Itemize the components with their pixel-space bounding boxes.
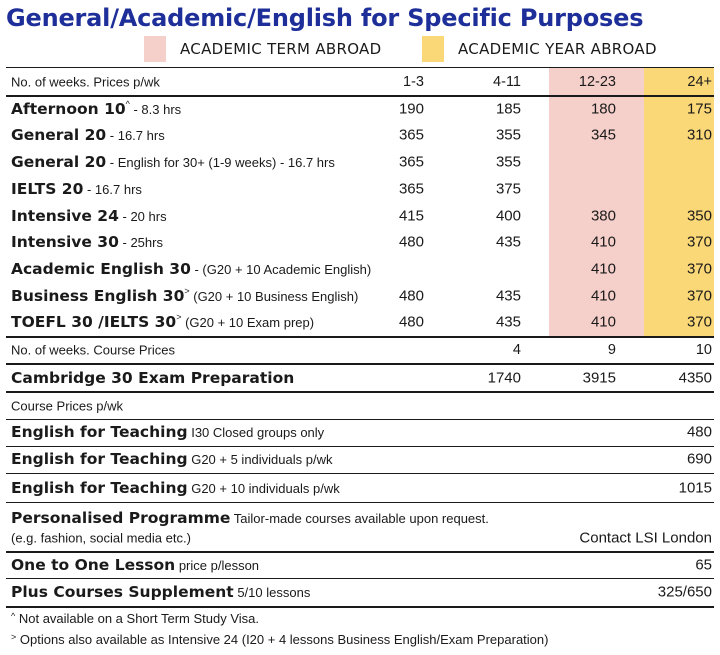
price-cell: 480 (398, 233, 424, 251)
table-row (0, 96, 720, 122)
price-cell: 435 (495, 287, 521, 305)
footnote-mark: ^ (11, 611, 16, 621)
course-name: General 20 (11, 126, 107, 144)
price-cell: 190 (398, 100, 424, 118)
price-cell: 380 (590, 207, 616, 225)
price-cell: 690 (686, 450, 712, 468)
footnote-mark: > (184, 286, 190, 296)
exam-header-label: No. of weeks. Course Prices (11, 342, 176, 358)
course-name: TOEFL 30 /IELTS 30 (11, 313, 177, 331)
column-header: 1-3 (403, 74, 424, 90)
column-header: 10 (695, 342, 712, 358)
legend-year-label: ACADEMIC YEAR ABROAD (458, 40, 657, 58)
price-cell: 480 (398, 287, 424, 305)
price-cell: 480 (686, 423, 712, 441)
price-cell: 410 (590, 233, 616, 251)
price-cell: 410 (590, 287, 616, 305)
footnote (11, 632, 548, 647)
course-name: English for Teaching (11, 450, 188, 468)
divider (6, 473, 714, 474)
course-detail: - 16.7 hrs (106, 128, 165, 143)
price-cell: 355 (495, 126, 521, 144)
course-detail: (G20 + 10 Business English) (189, 289, 359, 304)
course-name: Intensive 30 (11, 233, 119, 251)
price-cell: 325/650 (657, 583, 712, 601)
price-cell: 370 (686, 260, 712, 278)
course-name: English for Teaching (11, 479, 188, 497)
column-header: 9 (607, 342, 616, 358)
price-cell: 370 (686, 313, 712, 331)
course-name: IELTS 20 (11, 180, 84, 198)
table-row (0, 579, 720, 605)
price-cell: 365 (398, 126, 424, 144)
price-cell: 370 (686, 287, 712, 305)
column-header: 4 (512, 342, 521, 358)
price-cell: Contact LSI London (579, 529, 712, 547)
table-row (0, 283, 720, 309)
table-row (0, 525, 720, 551)
table-row (0, 419, 720, 445)
price-cell: 1740 (487, 369, 521, 387)
page-title: General/Academic/English for Specific Purposes (6, 4, 644, 32)
column-header: 12-23 (578, 74, 616, 90)
price-cell: 355 (495, 153, 521, 171)
price-cell: 180 (590, 100, 616, 118)
price-cell: 370 (686, 233, 712, 251)
course-name: Personalised Programme (11, 509, 231, 527)
course-detail: I30 Closed groups only (187, 425, 325, 440)
course-detail: (G20 + 10 Exam prep) (181, 315, 315, 330)
divider (6, 606, 714, 608)
exam-header-row (0, 337, 720, 363)
course-detail: - (G20 + 10 Academic English) (190, 262, 372, 277)
course-detail: G20 + 5 individuals p/wk (187, 452, 333, 467)
price-cell: 185 (495, 100, 521, 118)
footnote-text: Options also available as Intensive 24 (I20 + 4 lessons Business English/Exam Preparation) (16, 632, 549, 647)
table-row (0, 229, 720, 255)
legend-term-label: ACADEMIC TERM ABROAD (180, 40, 382, 58)
course-detail: - 8.3 hrs (129, 102, 182, 117)
course-detail: 5/10 lessons (233, 585, 311, 600)
weekly-header-row (0, 69, 720, 95)
price-cell: 65 (695, 556, 712, 574)
price-cell: 435 (495, 313, 521, 331)
course-detail: - English for 30+ (1-9 weeks) - 16.7 hrs (106, 155, 335, 170)
course-name: Cambridge 30 Exam Preparation (11, 369, 295, 387)
course-name: One to One Lesson (11, 556, 176, 574)
legend-term (144, 36, 381, 62)
course-detail: Tailor-made courses available upon request. (230, 511, 489, 526)
price-cell: 1015 (678, 479, 712, 497)
footnote-text: Not available on a Short Term Study Visa. (15, 611, 259, 626)
price-cell: 175 (686, 100, 712, 118)
divider (6, 67, 714, 68)
course-name: English for Teaching (11, 423, 188, 441)
course-name: Afternoon 10 (11, 100, 126, 118)
legend-term-swatch (144, 36, 166, 62)
price-cell: 435 (495, 233, 521, 251)
legend-year-swatch (422, 36, 444, 62)
divider (6, 502, 714, 503)
price-cell: 345 (590, 126, 616, 144)
course-prices-header-row (0, 393, 720, 419)
course-detail: (e.g. fashion, social media etc.) (11, 530, 191, 546)
footnote-mark: > (176, 312, 182, 322)
table-row (0, 309, 720, 335)
course-name: Academic English 30 (11, 260, 191, 278)
price-cell: 350 (686, 207, 712, 225)
price-cell: 3915 (582, 369, 616, 387)
table-row (0, 552, 720, 578)
table-row (0, 203, 720, 229)
legend-year (422, 36, 657, 62)
course-name: General 20 (11, 153, 107, 171)
course-detail: G20 + 10 individuals p/wk (187, 481, 340, 496)
course-name: Intensive 24 (11, 207, 119, 225)
column-header: 4-11 (493, 74, 521, 90)
column-header: 24+ (687, 74, 712, 90)
price-cell: 410 (590, 313, 616, 331)
course-detail: - 20 hrs (118, 209, 167, 224)
price-cell: 365 (398, 153, 424, 171)
table-row (0, 176, 720, 202)
price-cell: 480 (398, 313, 424, 331)
table-row (0, 475, 720, 501)
price-cell: 365 (398, 180, 424, 198)
table-row (0, 256, 720, 282)
table-row (0, 446, 720, 472)
course-detail: price p/lesson (175, 558, 260, 573)
table-row (0, 122, 720, 148)
course-name: Plus Courses Supplement (11, 583, 234, 601)
table-row (0, 365, 720, 391)
price-cell: 4350 (678, 369, 712, 387)
course-detail: - 25hrs (118, 235, 163, 250)
price-cell: 415 (398, 207, 424, 225)
course-prices-header-label: Course Prices p/wk (11, 398, 123, 414)
weekly-header-label: No. of weeks. Prices p/wk (11, 74, 160, 90)
table-row (0, 149, 720, 175)
price-cell: 310 (686, 126, 712, 144)
price-cell: 375 (495, 180, 521, 198)
price-cell: 400 (495, 207, 521, 225)
price-cell: 410 (590, 260, 616, 278)
footnote (11, 611, 259, 626)
footnote-mark: ^ (125, 99, 130, 109)
course-detail: - 16.7 hrs (83, 182, 142, 197)
footnote-mark: > (11, 632, 17, 642)
course-name: Business English 30 (11, 287, 185, 305)
